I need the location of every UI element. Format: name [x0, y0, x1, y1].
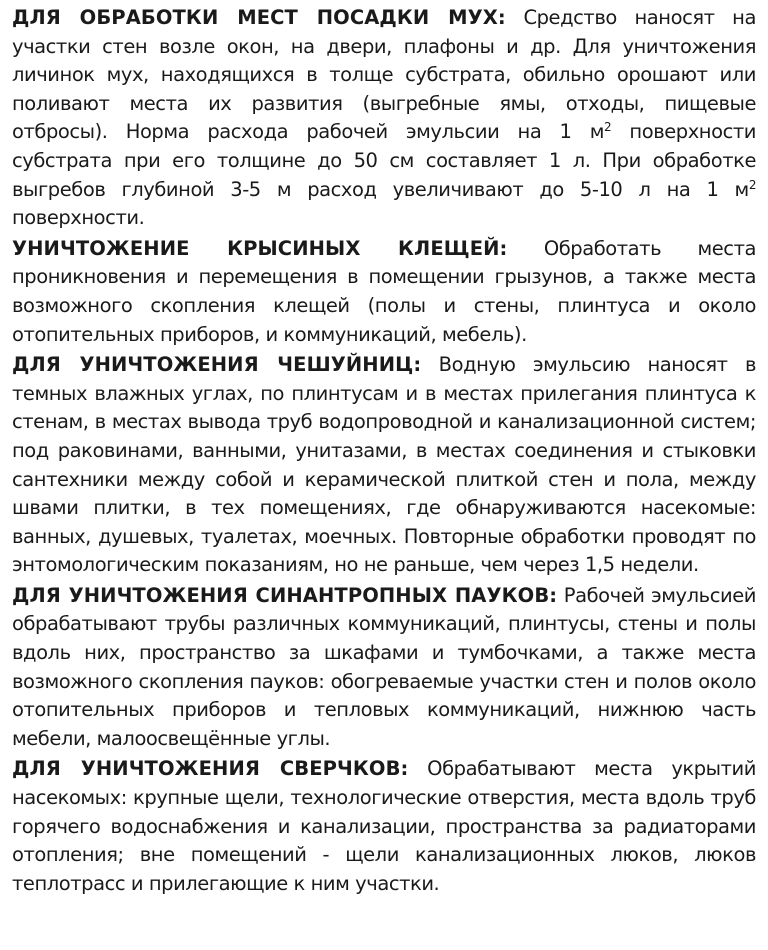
- section-text: поверхности субстрата при его толщине до 50 см составляет 1 л. При обработке выгребов глубиной 3-5 м расход увеличивают до 5-10 л на 1 м: [12, 120, 756, 201]
- section-heading: ДЛЯ УНИЧТОЖЕНИЯ ЧЕШУЙНИЦ:: [12, 353, 422, 377]
- section-text: Рабочей эмульсией обрабатывают трубы различных коммуникаций, плинтусы, стены и полы вдоль них, пространство за шкафами и тумбочками, а также места возможного скопления пауков: обогреваемые участки стен и полов около отопительных приборов и тепловых коммуникаций, нижнюю часть мебели, малоосвещённые углы.: [12, 583, 756, 750]
- section-text: Обработать места проникновения и перемещения в помещении грызунов, а также места возможного скопления клещей (полы и стены, плинтуса и около отопительных приборов, и коммуникаций, мебель).: [12, 236, 756, 346]
- superscript: 2: [604, 120, 612, 135]
- section-heading: ДЛЯ ОБРАБОТКИ МЕСТ ПОСАДКИ МУХ:: [12, 6, 506, 29]
- section-text: Водную эмульсию наносят в темных влажных углах, по плинтусам и в местах прилегания плинтуса к стенам, в местах вывода труб водопроводной и канализационной систем; под раковинами, ванными, унитазами, в местах соединения и стыковки сантехники между собой и керамической плиткой стен и пола, между швами плитки, в тех помещениях, где обнаруживаются насекомые: ванных, душевых, туалетах, моечных. Повторные обработки проводят по энтомологическим показаниям, но не раньше, чем через 1,5 недели.: [12, 353, 756, 577]
- section-heading: УНИЧТОЖЕНИЕ КРЫСИНЫХ КЛЕЩЕЙ:: [12, 236, 508, 260]
- section-text: поверхности.: [12, 206, 145, 230]
- section-heading: ДЛЯ УНИЧТОЖЕНИЯ СИНАНТРОПНЫХ ПАУКОВ:: [12, 583, 558, 607]
- section-flies: [12, 4, 756, 233]
- section-rat-mites: [12, 235, 756, 349]
- section-crickets: [12, 755, 756, 898]
- section-heading: ДЛЯ УНИЧТОЖЕНИЯ СВЕРЧКОВ:: [12, 757, 409, 781]
- superscript: 2: [748, 177, 756, 192]
- section-spiders: [12, 582, 756, 754]
- section-text: Средство наносят на участки стен возле окон, на двери, плафоны и др. Для уничтожения личинок мух, находящихся в толще субстрата, обильно орошают или поливают места их развития (выгребные ямы, отходы, пищевые отбросы). Норма расхода рабочей эмульсии на 1 м: [12, 6, 756, 144]
- section-silverfish: [12, 351, 756, 580]
- section-text: Обрабатывают места укрытий насекомых: крупные щели, технологические отверстия, места вдоль труб горячего водоснабжения и канализации, пространства за радиаторами отопления; вне помещений - щели канализационных люков, люков теплотрасс и прилегающие к ним участки.: [12, 757, 756, 895]
